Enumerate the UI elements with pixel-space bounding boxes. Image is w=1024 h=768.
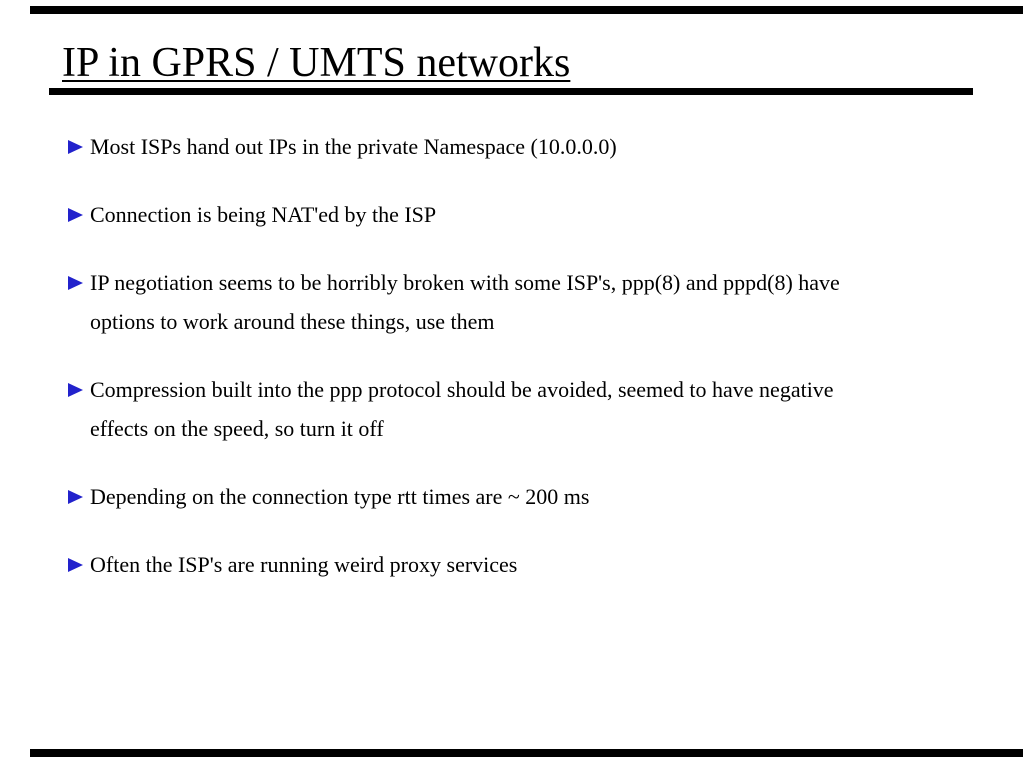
bottom-border-bar	[30, 749, 1023, 757]
bullet-text: Often the ISP's are running weird proxy services	[90, 552, 518, 577]
bullet-text: IP negotiation seems to be horribly broken with some ISP's, ppp(8) and pppd(8) have	[90, 270, 840, 295]
bullet-triangle-icon	[68, 490, 83, 504]
bullet-text: Most ISPs hand out IPs in the private Namespace (10.0.0.0)	[90, 134, 617, 159]
list-item	[68, 545, 998, 584]
bullet-text-continuation: options to work around these things, use them	[90, 309, 495, 334]
bullet-triangle-icon	[68, 140, 83, 154]
list-item	[68, 263, 998, 341]
bullet-triangle-icon	[68, 383, 83, 397]
bullet-text: Depending on the connection type rtt times are ~ 200 ms	[90, 484, 590, 509]
list-item	[68, 127, 998, 166]
slide-title: IP in GPRS / UMTS networks	[62, 40, 571, 86]
list-item	[68, 477, 998, 516]
bullet-text: Connection is being NAT'ed by the ISP	[90, 202, 437, 227]
top-border-bar	[30, 6, 1023, 14]
list-item	[68, 370, 998, 448]
list-item	[68, 195, 998, 234]
bullet-triangle-icon	[68, 558, 83, 572]
bullet-text: Compression built into the ppp protocol should be avoided, seemed to have negative	[90, 377, 834, 402]
bullet-triangle-icon	[68, 276, 83, 290]
bullet-triangle-icon	[68, 208, 83, 222]
bullet-text-continuation: effects on the speed, so turn it off	[90, 416, 384, 441]
title-underline-rule	[49, 88, 973, 95]
bullet-list	[68, 127, 998, 613]
